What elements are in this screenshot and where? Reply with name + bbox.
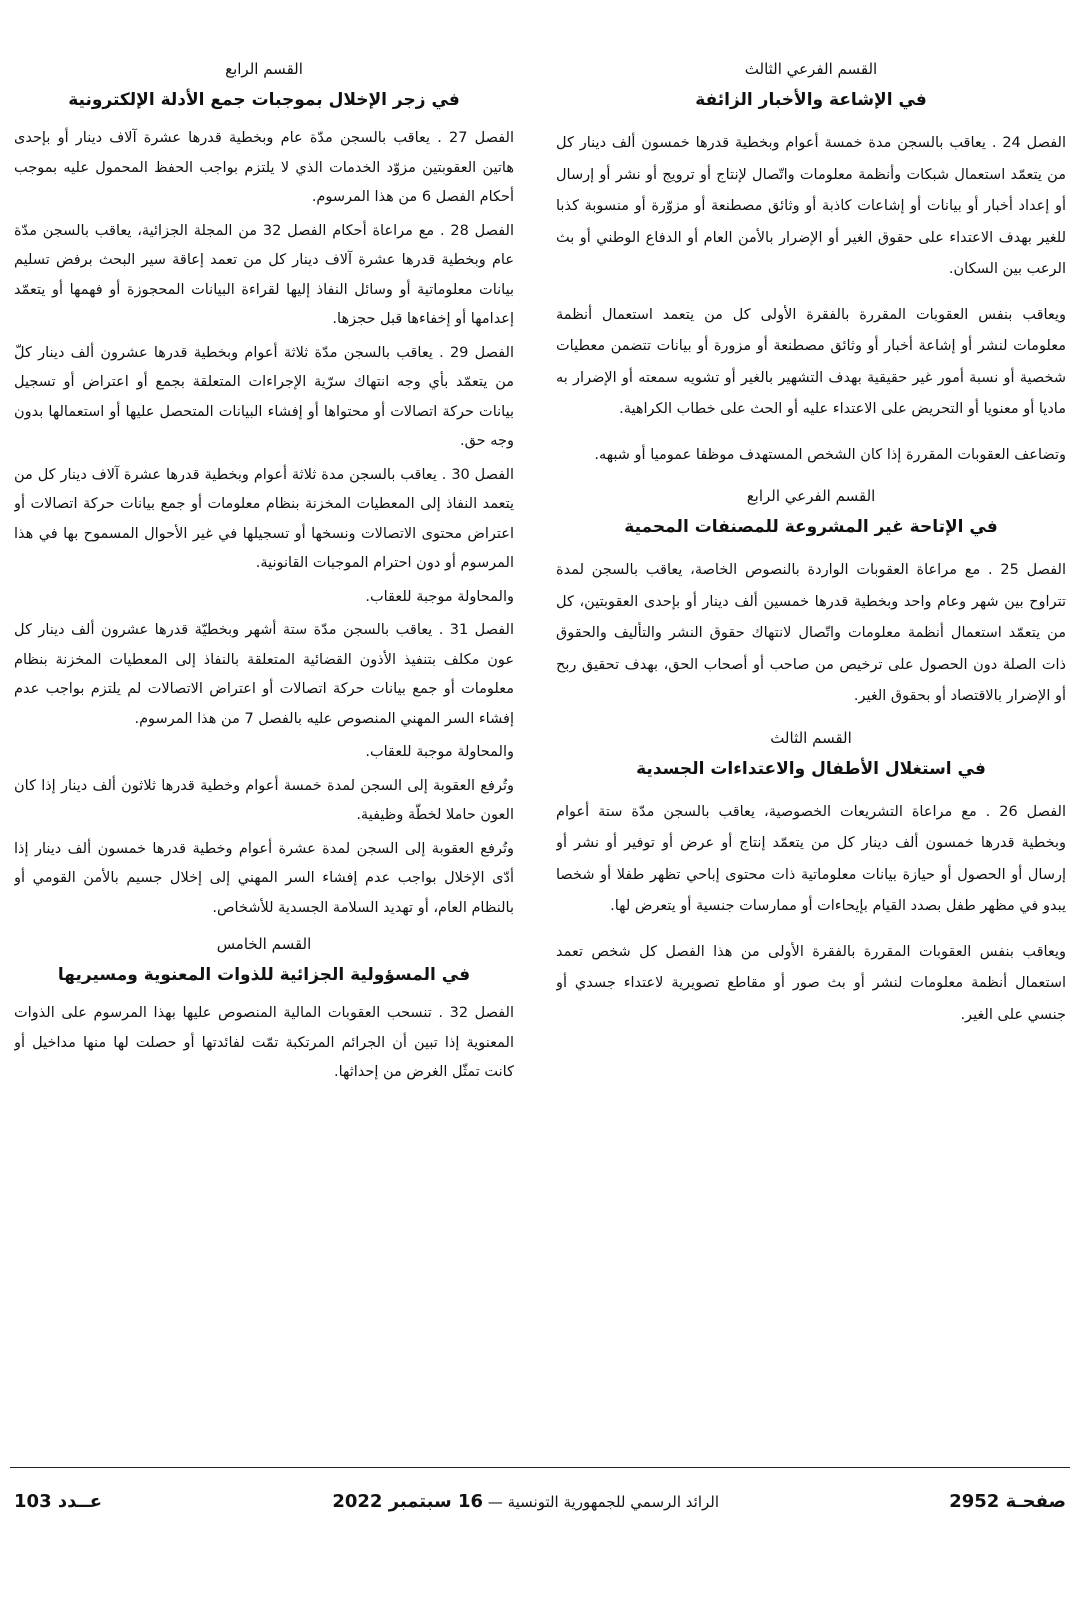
article-31: الفصل 31 . يعاقب بالسجن مدّة ستة أشهر وبخطيّة قدرها عشرون ألف دينار كل عون مكلف بتنفيذ الأذون القضائية المتعلقة بالنفاذ إلى المعطيات المخزنة بنظام معلومات أو جمع بيانات حركة اتصالات أو اعتراض الاتصالات لم يلتزم بواجب عدم إفشاء السر المهني المنصوص عليه بالفصل 7 من هذا المرسوم. <box>14 622 514 727</box>
section-title: في المسؤولية الجزائية للذوات المعنوية ومسيريها <box>57 965 471 985</box>
article-32: الفصل 32 . تنسحب العقوبات المالية المنصوص عليها بهذا المرسوم على الذوات المعنوية إذا تبين أن الجرائم المرتكبة تمّت لفائدتها أو حصلت لها منها مداخيل أو كانت تمثّل الغرض من إحداثها. <box>14 1005 514 1080</box>
article-31-paragraph-4: وتُرفع العقوبة إلى السجن لمدة عشرة أعوام وخطية قدرها خمسون ألف دينار إذا أدّى الإخلال بواجب عدم إفشاء السر المهني إلى إخلال جسيم بالأمن القومي أو بالنظام العام، أو تهديد السلامة الجسدية للأشخاص. <box>14 840 514 916</box>
article-29: الفصل 29 . يعاقب بالسجن مدّة ثلاثة أعوام وبخطية قدرها عشرون ألف دينار كلّ من يتعمّد بأي وجه انتهاك سرّية الإجراءات المتعلقة بجمع أو اعتراض أو تسجيل بيانات حركة اتصالات أو محتواها أو إفشاء البيانات المتحصل عليها أو استعمالها بدون وجه حق. <box>14 344 514 449</box>
article-27: الفصل 27 . يعاقب بالسجن مدّة عام وبخطية قدرها عشرة آلاف دينار أو بإحدى هاتين العقوبتين مزوّد الخدمات الذي لا يلتزم بواجب الحفظ المحمول عليه بموجب أحكام الفصل 6 من هذا المرسوم. <box>14 130 514 205</box>
article-24-paragraph-3: وتضاعف العقوبات المقررة إذا كان الشخص المستهدف موظفا عموميا أو شبهه. <box>594 446 1066 463</box>
article-24: الفصل 24 . يعاقب بالسجن مدة خمسة أعوام وبخطية قدرها خمسون ألف دينار كل من يتعمّد استعمال شبكات وأنظمة معلومات واتّصال لإنتاج أو ترويج أو نشر أو إرسال أو إعداد أخبار أو بيانات أو إشاعات كاذبة أو وثائق مصطنعة أو مزوّرة أو منسوبة كذبا للغير بهدف الاعتداء على حقوق الغير أو الإضرار بالأمن العام أو الدفاع الوطني أو بث الرعب بين السكان. <box>556 135 1066 277</box>
article-28: الفصل 28 . مع مراعاة أحكام الفصل 32 من المجلة الجزائية، يعاقب بالسجن مدّة عام وبخطية قدرها عشرة آلاف دينار كل من تعمد إعاقة سير البحث برفض تسليم بيانات معلوماتية أو وسائل النفاذ إليها لقراءة البيانات المحجوزة أو فهمها أو يتعمّد إعدامها أو إخفاءها قبل حجزها. <box>14 222 514 327</box>
article-24-paragraph-2: ويعاقب بنفس العقوبات المقررة بالفقرة الأولى كل من يتعمد استعمال أنظمة معلومات لنشر أو إشاعة أخبار أو وثائق مصطنعة أو مزورة أو بيانات تتضمن معطيات شخصية أو نسبة أمور غير حقيقية بهدف التشهير بالغير أو تشويه سمعته أو الإضرار به ماديا أو معنويا أو التحريض على الاعتداء عليه أو الحث على خطاب الكراهية. <box>556 306 1066 417</box>
page-number: صفحـة 2952 <box>949 1490 1066 1512</box>
section-title: في الإتاحة غير المشروعة للمصنفات المحمية <box>624 517 998 537</box>
journal-line <box>332 1491 719 1512</box>
section-label: القسم الخامس <box>216 935 312 953</box>
article-30: الفصل 30 . يعاقب بالسجن مدة ثلاثة أعوام وبخطية قدرها عشرة آلاف دينار كل من يتعمد النفاذ إلى المعطيات المخزنة بنظام معلومات أو جمع بيانات حركة اتصالات أو اعتراض محتوى الاتصالات ونسخها أو تسجيلها في غير الأحوال المسموح بها في هذا المرسوم أو دون احترام الموجبات القانونية. <box>14 466 514 571</box>
article-26: الفصل 26 . مع مراعاة التشريعات الخصوصية، يعاقب بالسجن مدّة ستة أعوام وبخطية قدرها خمسون ألف دينار كل من يتعمّد إنتاج أو عرض أو توفير أو نشر أو إرسال أو الحصول أو حيازة بيانات معلوماتية ذات محتوى إباحي تظهر طفلا أو شخصا يبدو في مظهر طفل بصدد القيام بإيحاءات أو ممارسات جنسية أو يتعرض لها. <box>556 803 1066 914</box>
right-column <box>556 48 1066 1463</box>
section-label: القسم الثالث <box>770 728 852 747</box>
section-label: القسم الفرعي الرابع <box>746 487 876 505</box>
article-30-paragraph-2: والمحاولة موجبة للعقاب. <box>365 588 514 605</box>
article-31-paragraph-3: وتُرفع العقوبة إلى السجن لمدة خمسة أعوام وخطية قدرها ثلاثون ألف دينار إذا كان العون حاملا لخطّة وظيفية. <box>14 777 514 823</box>
text-columns <box>14 48 1066 1463</box>
section-title: في زجر الإخلال بموجبات جمع الأدلة الإلكترونية <box>68 90 460 110</box>
article-25: الفصل 25 . مع مراعاة العقوبات الواردة بالنصوص الخاصة، يعاقب بالسجن لمدة تتراوح بين شهر وعام واحد وبخطية قدرها خمسين ألف دينار أو بإحدى العقوبتين، كل من يتعمّد استعمال أنظمة معلومات واتّصال لانتهاك حقوق النشر والتأليف والحقوق ذات الصلة دون الحصول على ترخيص من صاحب أو أصحاب الحق، بهدف تحقيق ربح أو الإضرار بالاقتصاد أو بحقوق الغير. <box>556 562 1066 704</box>
section-title: في الإشاعة والأخبار الزائفة <box>695 90 927 110</box>
page-footer <box>14 1486 1066 1516</box>
issue-date: 16 سبتمبر 2022 <box>332 1490 484 1512</box>
article-31-paragraph-2: والمحاولة موجبة للعقاب. <box>365 744 514 760</box>
journal-name: الرائد الرسمي للجمهورية التونسية — <box>487 1492 720 1511</box>
section-label: القسم الفرعي الثالث <box>744 60 878 78</box>
section-title: في استغلال الأطفال والاعتداءات الجسدية <box>636 758 986 779</box>
footer-rule <box>10 1467 1070 1468</box>
section-label: القسم الرابع <box>225 60 303 78</box>
article-26-paragraph-2: ويعاقب بنفس العقوبات المقررة بالفقرة الأولى من هذا الفصل كل شخص تعمد استعمال أنظمة معلومات لنشر أو بث صور أو مقاطع تصويرية لاعتداء جسدي أو جنسي على الغير. <box>556 943 1066 1023</box>
issue-number: عــدد 103 <box>14 1490 103 1512</box>
left-column <box>14 48 514 1463</box>
